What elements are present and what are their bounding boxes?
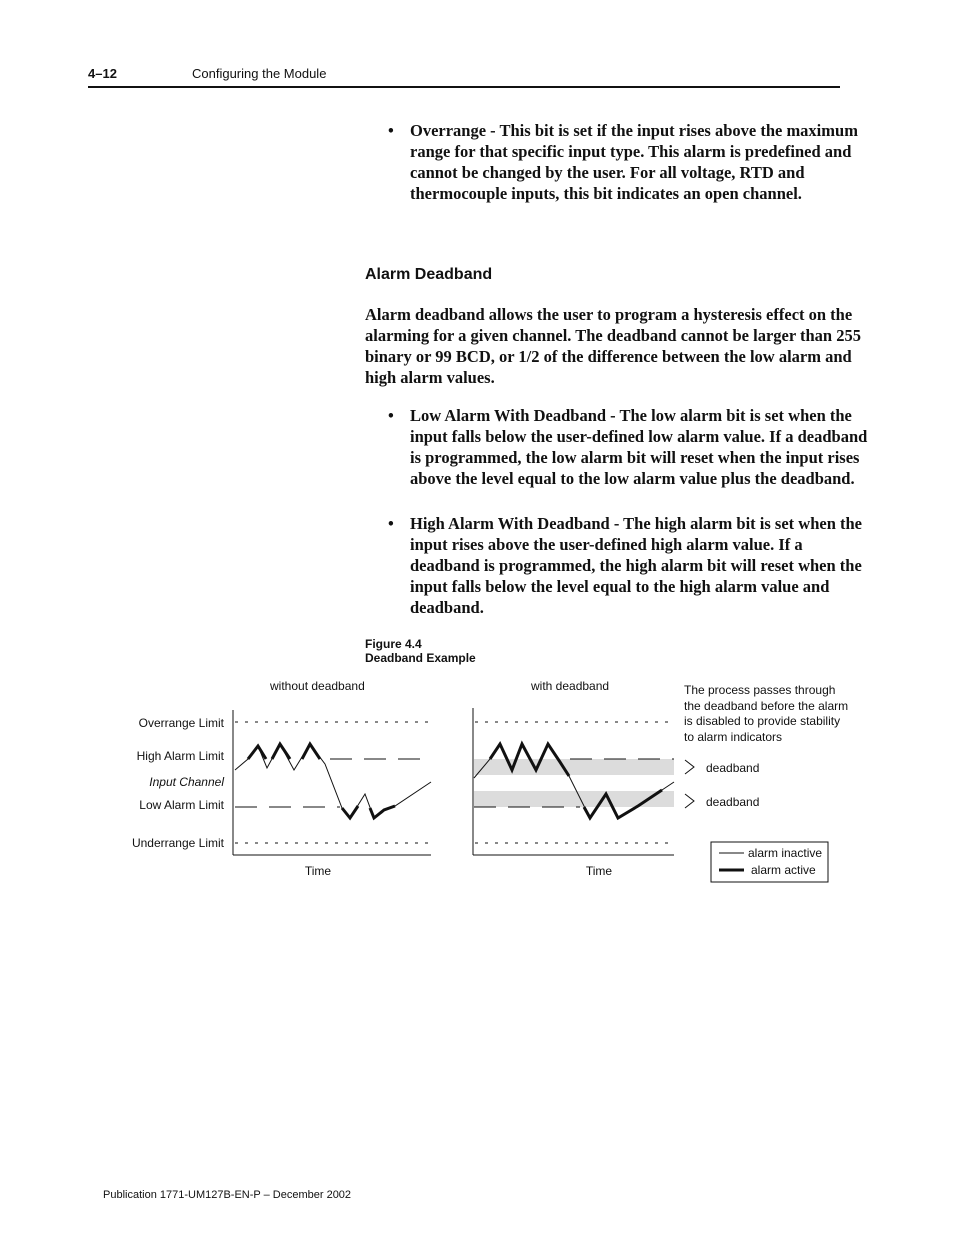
bullet-dot: • (388, 121, 394, 140)
process-note (684, 683, 848, 744)
high-deadband-chevron-icon (685, 760, 694, 774)
bullet-dot: • (388, 514, 394, 533)
input-channel-label: Input Channel (149, 775, 224, 789)
left-low-active-2 (370, 806, 395, 818)
left-high-active-3 (302, 744, 320, 759)
bullet-dot: • (388, 406, 394, 425)
alarm-deadband-heading: Alarm Deadband (365, 266, 493, 283)
left-panel-title: without deadband (270, 679, 365, 693)
publication-footer: Publication 1771-UM127B-EN-P – December 2002 (103, 1189, 352, 1201)
high-alarm-label: High Alarm Limit (136, 749, 224, 763)
left-panel (233, 710, 431, 878)
note-line-4: to alarm indicators (684, 730, 783, 744)
legend-inactive-label: alarm inactive (748, 846, 823, 860)
high-alarm-bullet-text: High Alarm With Deadband - The high alarm bit is set when the input rises above the user-defined high alarm value. If a deadband is programmed, the high alarm bit will reset when the input falls below the level equal to the high alarm value and deadband. (410, 514, 862, 617)
overrange-bullet-text: Overrange - This bit is set if the input rises above the maximum range for that specific input type. This alarm is predefined and cannot be changed by the user. For all voltage, RTD and thermocouple inputs, this bit indicates an open channel. (410, 121, 858, 203)
note-line-3: is disabled to provide stability (684, 714, 841, 728)
figure-number: Figure 4.4 (365, 637, 422, 651)
right-panel-title: with deadband (531, 679, 610, 693)
right-time-label: Time (585, 864, 613, 878)
high-deadband-band (474, 759, 674, 775)
legend (711, 842, 828, 882)
low-deadband-label: deadband (706, 795, 760, 809)
left-time-label: Time (304, 864, 332, 878)
right-panel (473, 708, 674, 878)
overrange-label: Overrange Limit (138, 716, 224, 730)
left-high-active-1 (248, 746, 266, 759)
left-low-active-1 (342, 806, 358, 818)
low-deadband-chevron-icon (685, 794, 694, 808)
note-line-1: The process passes through (684, 683, 836, 697)
low-alarm-label: Low Alarm Limit (139, 798, 224, 812)
left-high-active-2 (272, 744, 290, 759)
note-line-2: the deadband before the alarm (684, 699, 849, 713)
page-number: 4–12 (88, 66, 117, 81)
low-deadband-band (474, 791, 674, 807)
underrange-label: Underrange Limit (131, 836, 224, 850)
section-title: Configuring the Module (192, 66, 327, 81)
low-alarm-bullet-text: Low Alarm With Deadband - The low alarm bit is set when the input falls below the user-defined low alarm value. If a deadband is programmed, the low alarm bit will reset when the input rises above the level equal to the low alarm value plus the deadband. (410, 406, 868, 488)
legend-active-label: alarm active (751, 863, 816, 877)
figure-title: Deadband Example (365, 651, 476, 665)
alarm-deadband-intro: Alarm deadband allows the user to program a hysteresis effect on the alarming for a given channel. The deadband cannot be larger than 255 binary or 99 BCD, or 1/2 of the difference between the low alarm and high alarm values. (365, 305, 861, 387)
high-deadband-label: deadband (706, 761, 760, 775)
